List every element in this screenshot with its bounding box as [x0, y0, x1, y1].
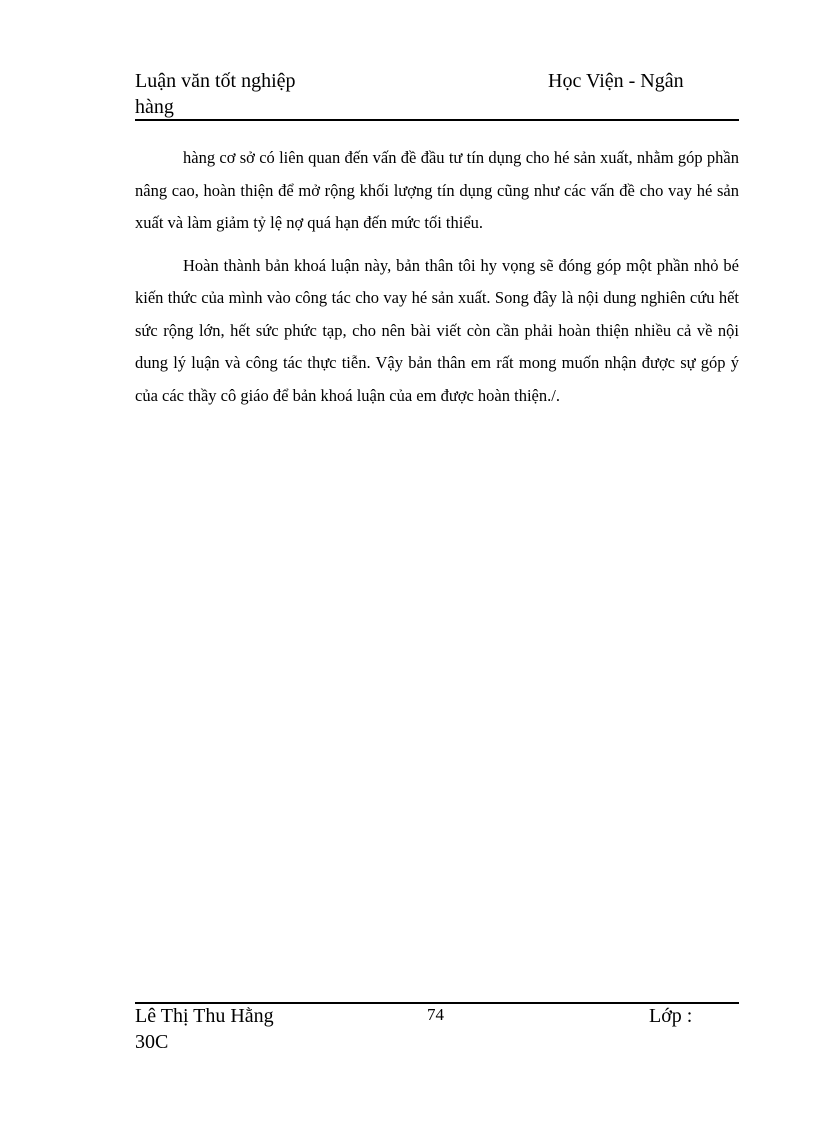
footer-class-label: Lớp :: [649, 1005, 693, 1027]
header-divider: [135, 119, 739, 121]
header-row: [135, 70, 739, 96]
header-institution-wrap: hàng: [135, 96, 174, 118]
footer-divider: [135, 1002, 739, 1004]
header-thesis-title: Luận văn tốt nghiệp: [135, 70, 296, 92]
footer-class-value: 30C: [135, 1031, 169, 1053]
footer-author: Lê Thị Thu Hằng: [135, 1005, 274, 1027]
page-number: 74: [427, 1005, 444, 1024]
page-header: [135, 70, 739, 118]
paragraph: hàng cơ sở có liên quan đến vấn đề đầu tư tín dụng cho hé sản xuất, nhằm góp phần nâng cao, hoàn thiện để mở rộng khối lượng tín dụng cũng như các vấn đề cho vay hé sản xuất và làm giảm tỷ lệ nợ quá hạn đến mức tối thiểu.: [135, 148, 739, 232]
paragraph: Hoàn thành bản khoá luận này, bản thân tôi hy vọng sẽ đóng góp một phần nhỏ bé kiến thức của mình vào công tác cho vay hé sản xuất. Song đây là nội dung nghiên cứu hết sức rộng lớn, hết sức phức tạp, cho nên bài viết còn cần phải hoàn thiện nhiều cả về nội dung lý luận và công tác thực tiễn. Vậy bản thân em rất mong muốn nhận được sự góp ý của các thầy cô giáo để bản khoá luận của em được hoàn thiện./.: [135, 255, 739, 405]
header-institution: Học Viện - Ngân: [548, 70, 684, 92]
body-text: [135, 142, 739, 422]
